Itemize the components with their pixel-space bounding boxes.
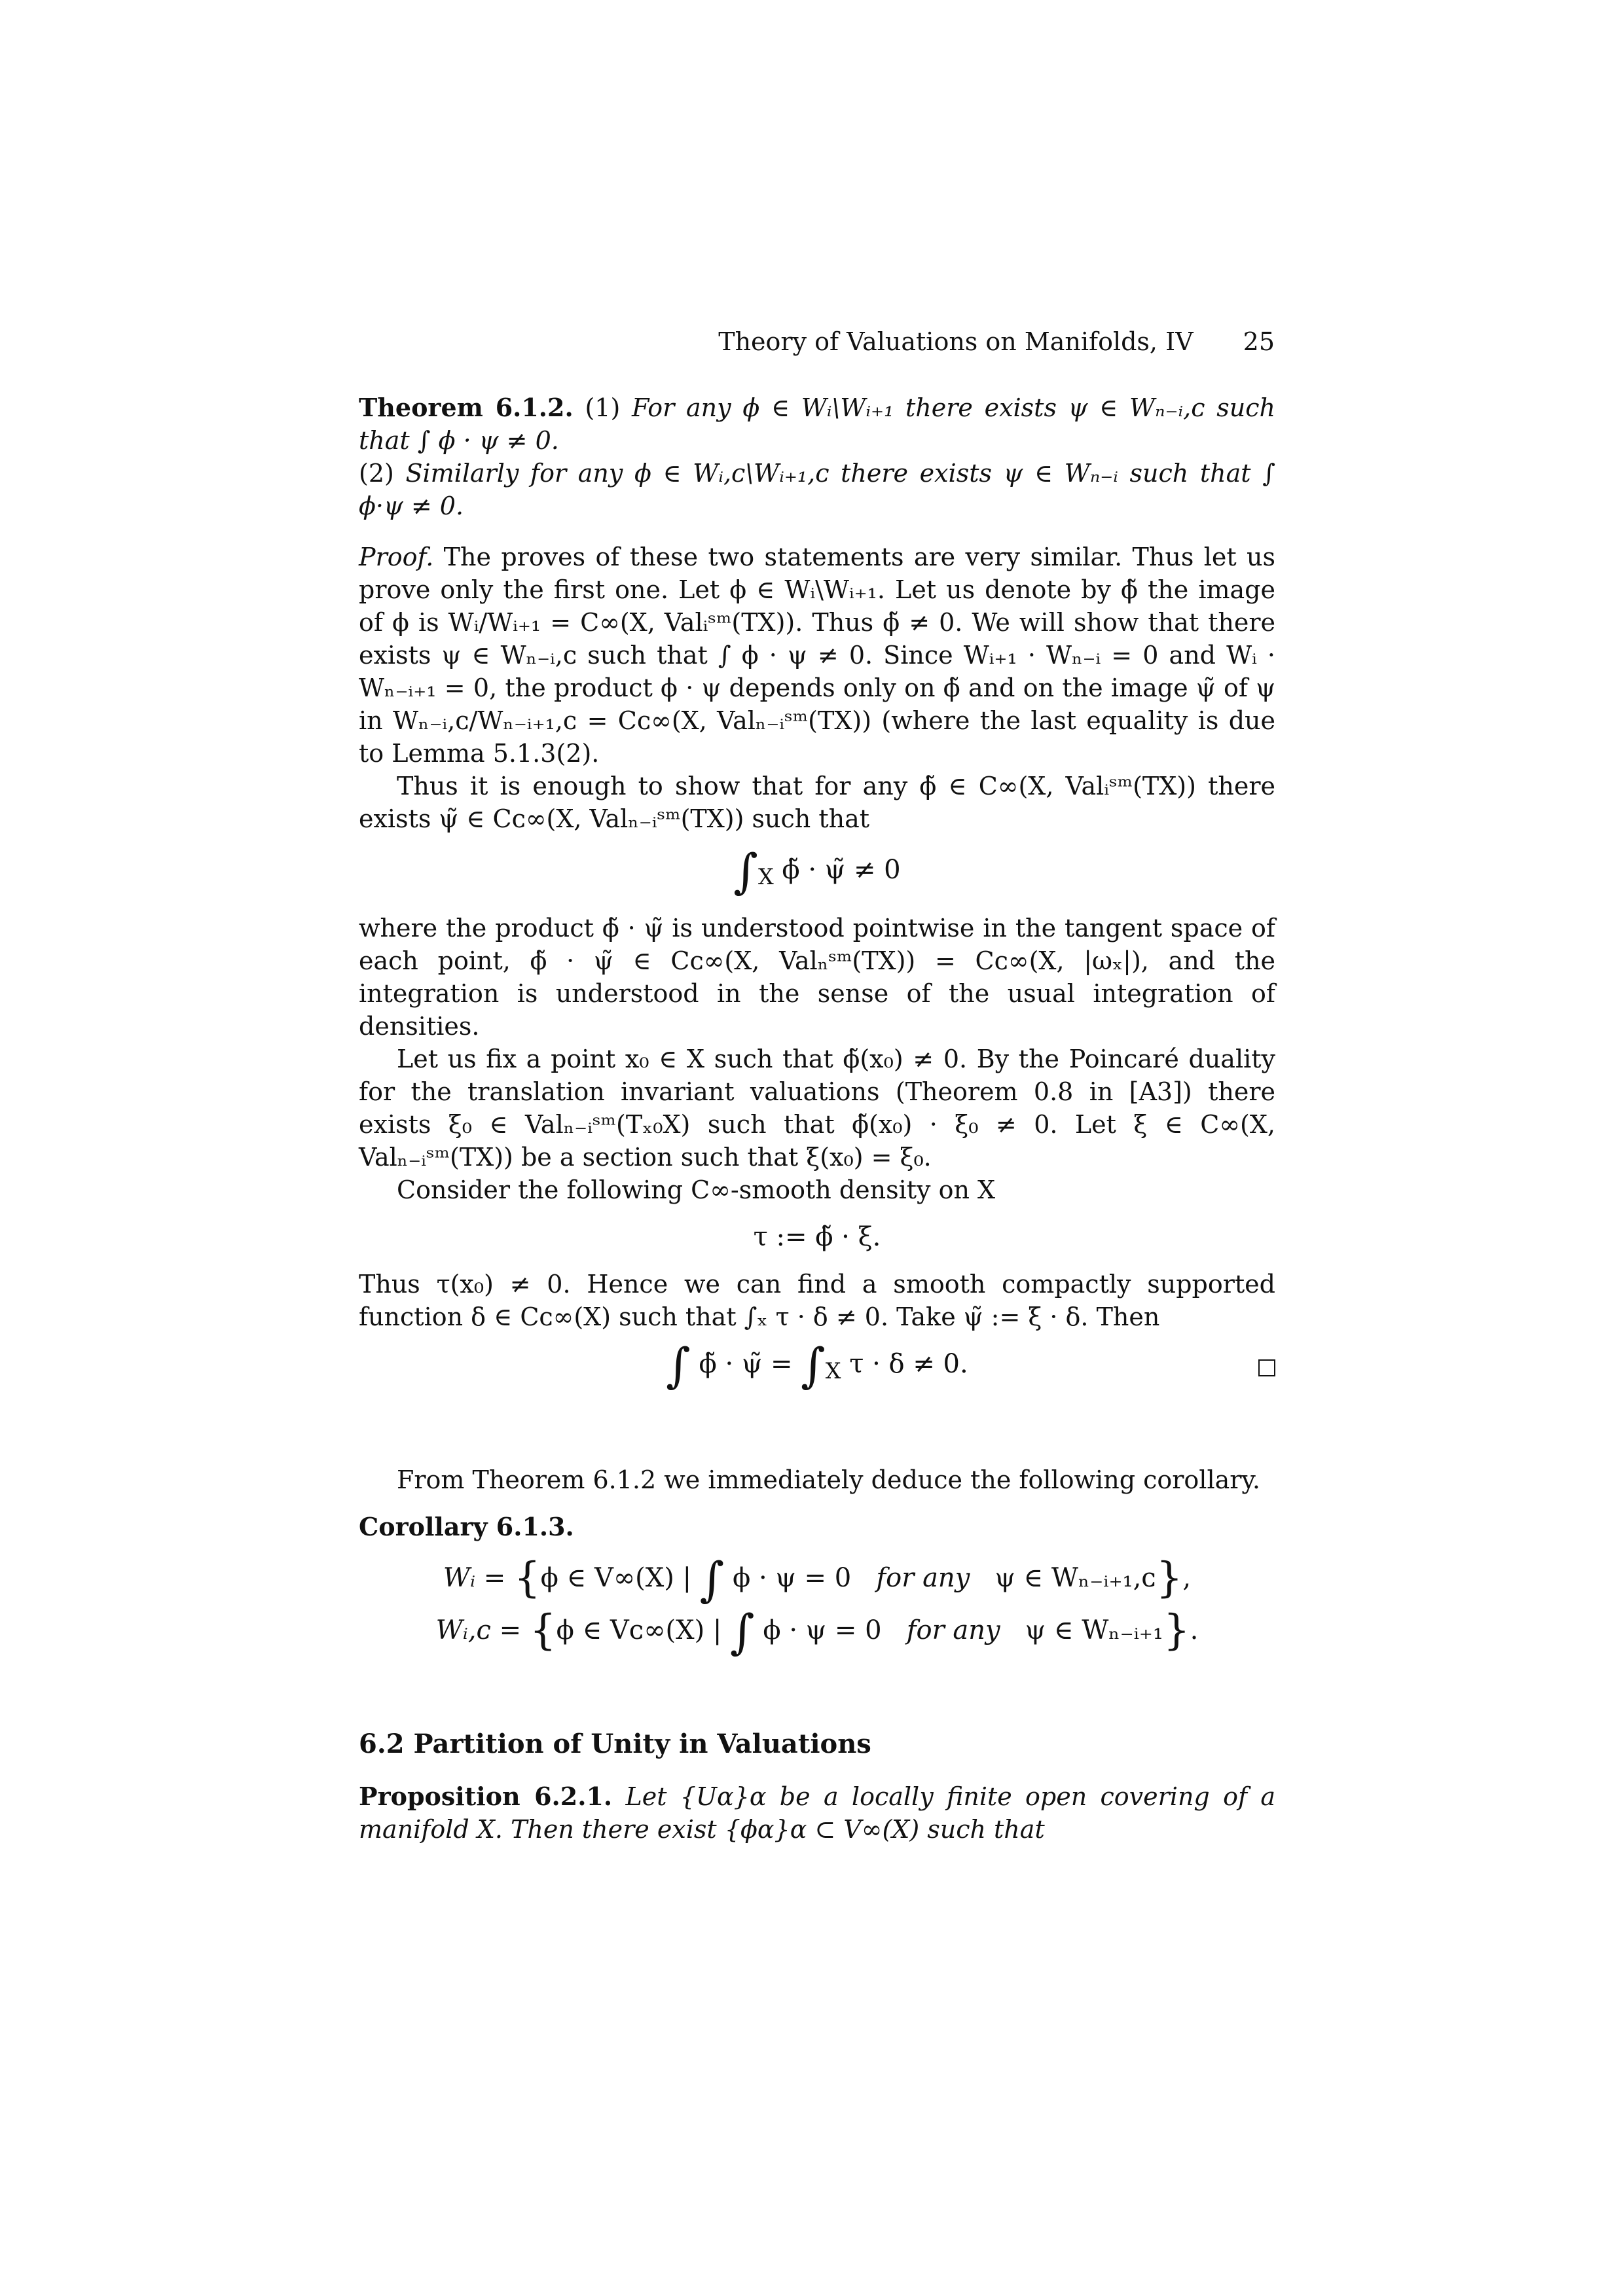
theorem-part2: [359, 457, 1275, 522]
proof-para-5: Consider the following C∞-smooth density on X: [397, 1175, 996, 1204]
proof-para-6: Thus τ(x₀) ≠ 0. Hence we can find a smooth compactly supported function δ ∈ Cᴄ∞(X) such that ∫ₓ τ · δ ≠ 0. Take ψ̃ := ξ · δ. Then: [359, 1270, 1275, 1331]
integral-sign: ∫: [730, 1604, 755, 1659]
corollary-line-2-cond: ϕ · ψ = 0: [763, 1615, 882, 1645]
corollary-line-2: Wᵢ,ᴄ = {ϕ ∈ Vᴄ∞(X) | ∫ ϕ · ψ = 0 for any ψ ∈ Wₙ₋ᵢ₊₁}.: [435, 1604, 1199, 1659]
corollary-line-1-for: for any: [876, 1563, 970, 1593]
theorem-part1-text: For any ϕ ∈ Wᵢ\Wᵢ₊₁ there exists ψ ∈ Wₙ₋ᵢ,ᴄ such that ∫ ϕ · ψ ≠ 0.: [359, 393, 1275, 455]
separator: |: [682, 1563, 692, 1593]
right-brace: }: [1163, 1606, 1190, 1655]
corollary-line-1-cond: ϕ · ψ = 0: [733, 1563, 852, 1593]
theorem-block: [359, 391, 1275, 522]
equation-3-right: τ · δ ≠ 0.: [849, 1349, 968, 1379]
equation-3: [359, 1338, 1275, 1393]
integral-sign: ∫: [699, 1552, 725, 1607]
running-head: [718, 327, 1275, 356]
proposition: [359, 1780, 1275, 1846]
corollary-line-1: Wᵢ = {ϕ ∈ V∞(X) | ∫ ϕ · ψ = 0 for any ψ ∈ Wₙ₋ᵢ₊₁,ᴄ},: [443, 1552, 1192, 1607]
proposition-text: Let {Uα}α be a locally finite open covering of a manifold X. Then there exist {ϕα}α ⊂ V∞(X) such that: [359, 1782, 1275, 1844]
corollary-line-1-range: ψ ∈ Wₙ₋ᵢ₊₁,ᴄ: [994, 1563, 1156, 1593]
left-brace: {: [513, 1554, 541, 1602]
equation-2: τ := ϕ̃ · ξ.: [753, 1222, 881, 1252]
integral-sign: ∫: [666, 1338, 691, 1393]
section-title: 6.2 Partition of Unity in Valuations: [359, 1729, 871, 1759]
qed-box-icon: [1258, 1359, 1275, 1376]
equation-3-left: ϕ̃ · ψ̃ =: [699, 1349, 793, 1379]
proof-para-3: where the product ϕ̃ · ψ̃ is understood pointwise in the tangent space of each point, ϕ̃ · ψ̃ ∈ Cᴄ∞(X, Valₙˢᵐ(TX)) = Cᴄ∞(X, |ωₓ|), and the integration is understood in the sense of the usual integration of densities.: [359, 914, 1275, 1041]
proof-text-1: The proves of these two statements are very similar. Thus let us prove only the first one. Let ϕ ∈ Wᵢ\Wᵢ₊₁. Let us denote by ϕ̃ the image of ϕ is Wᵢ/Wᵢ₊₁ = C∞(X, Valᵢˢᵐ(TX)). Thus ϕ̃ ≠ 0. We will show that there exists ψ ∈ Wₙ₋ᵢ,ᴄ such that ∫ ϕ · ψ ≠ 0. Since Wᵢ₊₁ · Wₙ₋ᵢ = 0 and Wᵢ · Wₙ₋ᵢ₊₁ = 0, the product ϕ · ψ depends only on ϕ̃ and on the image ψ̃ of ψ in Wₙ₋ᵢ,ᴄ/Wₙ₋ᵢ₊₁,ᴄ = Cᴄ∞(X, Valₙ₋ᵢˢᵐ(TX)) (where the last equality is due to Lemma 5.1.3(2).: [359, 543, 1275, 768]
theorem-part2-num: (2): [359, 459, 394, 488]
proof-para-2: Thus it is enough to show that for any ϕ̃ ∈ C∞(X, Valᵢˢᵐ(TX)) there exists ψ̃ ∈ Cᴄ∞(X, Valₙ₋ᵢˢᵐ(TX)) such that: [359, 772, 1275, 833]
corollary-label: Corollary 6.1.3.: [359, 1512, 574, 1541]
proposition-label: Proposition 6.2.1.: [359, 1782, 613, 1811]
corollary-line-1-lhs: Wᵢ =: [443, 1563, 506, 1593]
theorem-part2-text: Similarly for any ϕ ∈ Wᵢ,ᴄ\Wᵢ₊₁,ᴄ there exists ψ ∈ Wₙ₋ᵢ such that ∫ ϕ·ψ ≠ 0.: [359, 459, 1275, 520]
proof-block: [359, 541, 1275, 1402]
header-title: Theory of Valuations on Manifolds, IV: [718, 327, 1194, 356]
separator: |: [712, 1615, 722, 1645]
corollary-line-2-range: ψ ∈ Wₙ₋ᵢ₊₁: [1025, 1615, 1163, 1645]
theorem-part1-num: (1): [585, 393, 621, 422]
corollary-line-2-for: for any: [906, 1615, 1000, 1645]
proof-para-1: [359, 541, 1275, 770]
integral-sign: ∫: [733, 844, 758, 899]
section-block: [359, 1728, 1275, 1846]
theorem-label: Theorem 6.1.2.: [359, 393, 574, 422]
integral-sign: ∫: [801, 1338, 826, 1393]
equation-1-body: ϕ̃ · ψ̃ ≠ 0: [782, 855, 901, 885]
left-brace: {: [529, 1606, 556, 1655]
corollary-line-1-set: ϕ ∈ V∞(X): [540, 1563, 674, 1593]
theorem-part1: [359, 391, 1275, 457]
page-number: 25: [1243, 327, 1275, 356]
proof-label: Proof.: [359, 543, 434, 571]
corollary-line-2-lhs: Wᵢ,ᴄ =: [435, 1615, 522, 1645]
corollary-block: [359, 1463, 1275, 1659]
proof-para-4: Let us fix a point x₀ ∈ X such that ϕ̃(x₀) ≠ 0. By the Poincaré duality for the translation invariant valuations (Theorem 0.8 in [A3]) there exists ξ₀ ∈ Valₙ₋ᵢˢᵐ(Tₓ₀X) such that ϕ̃(x₀) · ξ₀ ≠ 0. Let ξ ∈ C∞(X, Valₙ₋ᵢˢᵐ(TX)) be a section such that ξ(x₀) = ξ₀.: [359, 1045, 1275, 1172]
after-proof-text: From Theorem 6.1.2 we immediately deduce the following corollary.: [397, 1465, 1260, 1494]
equation-1: [359, 844, 1275, 899]
integral-subscript: X: [757, 864, 774, 889]
right-brace: }: [1156, 1554, 1183, 1602]
integral-subscript: X: [825, 1358, 841, 1384]
corollary-line-2-set: ϕ ∈ Vᴄ∞(X): [556, 1615, 705, 1645]
